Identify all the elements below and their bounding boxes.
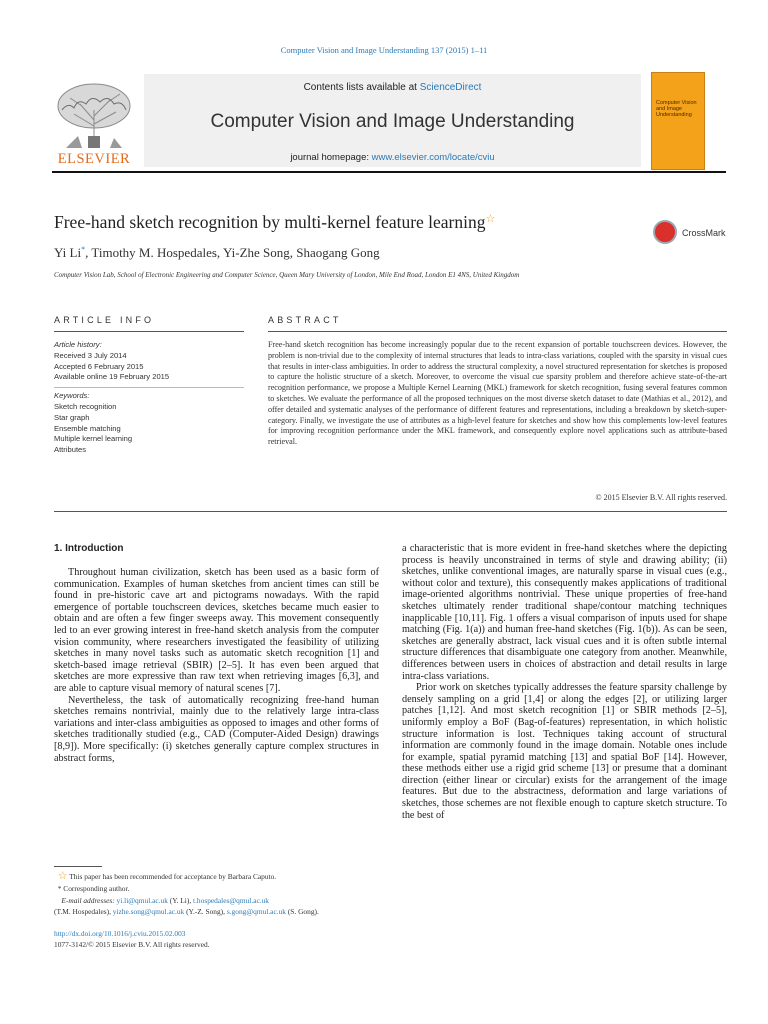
footnote-text: Corresponding author. — [63, 883, 130, 893]
article-info — [54, 340, 244, 456]
contents-prefix: Contents lists available at — [303, 82, 420, 93]
body-column-left — [54, 567, 379, 764]
section-heading-introduction: 1. Introduction — [54, 543, 124, 554]
paragraph: Prior work on sketches typically addresses the feature sparsity challenge by densely sampling on a grid [1,4] or along the edges [2], or utilizing larger patches [1,12]. And most sketch recognition [1] or SBIR methods [2–5], uniformly employ a BoF (Bag-of-features) representation, in which holistic structure information is lost. Techniques taking account of structural information are commonly found in the image domain. Notable ones include for example, spatial pyramid matching [13] and spatial BoF [14]. However, these methods either use a rigid grid scheme [13] or presume that a dominant direction (either linear or circular) exists for the arrangement of the image features. But due to the abstractness, deformation and large variations of sketches, those schemes are not flexible enough to capture sketch structure. To the best of — [402, 682, 727, 821]
history-accepted: Accepted 6 February 2015 — [54, 361, 144, 371]
abstract-bottom-rule — [54, 511, 727, 512]
history-online: Available online 19 February 2015 — [54, 372, 170, 382]
footnote-rule — [54, 866, 102, 867]
keywords-label: Keywords: — [54, 391, 90, 401]
elsevier-tree-logo — [52, 80, 136, 150]
footnote-mark: ☆ — [57, 870, 68, 882]
keyword: Sketch recognition — [54, 401, 117, 411]
email-label: E-mail addresses: — [61, 895, 117, 905]
doi-block — [54, 928, 210, 951]
paragraph: a characteristic that is more evident in free-hand sketches where the depicting process is heavily unconstrained in terms of style and drawing ability; (ii) sketches, unlike conventional images, are naturally sparse in visual cues (e.g., without color and texture), this consequently makes applications of traditional image-oriented algorithms nontrivial. These unique properties of free-hand sketches ultimately render traditional shape/contour matching techniques inapplicable [10,11]. Fig. 1 offers a visual comparison of inputs used for shape matching (Fig. 1(a)) and human free-hand sketches (Fig. 1(b)). As can be seen, sketches are generally abstract, lack visual cues and it is often subtle internal structure differences that disambiguate one category from another. Meanwhile, differences between users in choices of abstraction and detail results in large intra-class variations. — [402, 543, 727, 682]
email-link[interactable]: yizhe.song@qmul.ac.uk — [112, 907, 185, 917]
abstract-rule — [268, 331, 727, 332]
email-owner: (Y. Li), — [167, 895, 194, 905]
article-info-heading: ARTICLE INFO — [54, 315, 155, 325]
keyword: Star graph — [54, 412, 90, 422]
footnote-text: This paper has been recommended for acceptance by Barbara Caputo. — [69, 872, 277, 881]
email-owner: (T.M. Hospedales), — [54, 907, 113, 917]
masthead-divider — [52, 171, 726, 173]
crossmark-label[interactable]: CrossMark — [682, 228, 726, 238]
journal-citation-link[interactable]: Computer Vision and Image Understanding 137 (2015) 1–11 — [280, 45, 488, 55]
author-name: Yi-Zhe Song — [222, 245, 290, 260]
homepage-link[interactable]: www.elsevier.com/locate/cviu — [371, 152, 495, 163]
journal-cover-thumbnail[interactable] — [651, 72, 705, 170]
paper-title-text: Free-hand sketch recognition by multi-kernel feature learning — [54, 212, 486, 232]
info-divider — [54, 387, 244, 388]
contents-line — [144, 82, 641, 93]
corresponding-author-mark[interactable]: * — [81, 245, 86, 254]
doi-link[interactable]: http://dx.doi.org/10.1016/j.cviu.2015.02.003 — [54, 929, 186, 938]
keyword: Attributes — [54, 445, 87, 455]
author-name: Shaogang Gong — [296, 245, 380, 260]
sciencedirect-link[interactable]: ScienceDirect — [419, 82, 482, 93]
author-list: Yi Li*, Timothy M. Hospedales, Yi-Zhe Song, Shaogang Gong — [54, 245, 380, 260]
abstract-heading: ABSTRACT — [268, 315, 342, 325]
footnote-emails — [54, 895, 394, 907]
title-footnote-mark[interactable]: ☆ — [485, 213, 496, 225]
homepage-line — [144, 152, 641, 163]
body-column-right — [402, 543, 727, 821]
history-received: Received 3 July 2014 — [54, 350, 127, 360]
elsevier-wordmark: ELSEVIER — [57, 151, 131, 167]
footnote-acceptance — [54, 871, 394, 883]
paragraph: Nevertheless, the task of automatically recognizing free-hand human sketches remains nontrivial, mainly due to the relatively large intra-class variations and inter-class ambiguities as opposed to images and other forms of sketches traditionally studied (e.g., CAD (Computer-Aided Design) drawings [8,9]). More specifically: (i) sketches generally capture complex structures in abstract forms, — [54, 694, 379, 764]
email-owner: (S. Gong). — [285, 907, 319, 917]
author-name: Timothy M. Hospedales — [91, 245, 217, 260]
email-link[interactable]: s.gong@qmul.ac.uk — [226, 907, 286, 917]
abstract-copyright: © 2015 Elsevier B.V. All rights reserved. — [595, 493, 727, 502]
journal-title: Computer Vision and Image Understanding — [210, 111, 575, 132]
paper-title — [54, 212, 495, 233]
email-owner: (Y.-Z. Song), — [184, 907, 227, 917]
keyword: Multiple kernel learning — [54, 434, 133, 444]
history-label: Article history: — [54, 340, 102, 349]
paragraph: Throughout human civilization, sketch has been used as a basic form of communication. Examples of human sketches from ancient times can still be found in pre-historic cave art and pictograms nowadays. With the rapid emergence of portable touchscreen devices, sketches became much easier to obtain and are often a few finger sweeps away. This movement consequently led to an ever growing interest in free-hand sketch analysis from the computer vision community, where researchers investigated the feasibility of utilizing sketches in many novel tasks such as automatic sketch recognition [1] and sketch-based image retrieval (SBIR) [2–5]. It has even been argued that sketches are more expressive than raw text when retrieving images [6,3], and are able to capture visual memory of natural scenes [7]. — [54, 567, 379, 694]
issn-copyright: 1077-3142/© 2015 Elsevier B.V. All rights reserved. — [54, 940, 210, 950]
footnote-corresponding — [54, 883, 394, 895]
email-link[interactable]: t.hospedales@qmul.ac.uk — [193, 895, 270, 905]
keyword: Ensemble matching — [54, 423, 121, 433]
email-link[interactable]: yi.li@qmul.ac.uk — [116, 895, 168, 905]
author-name: Yi Li — [54, 245, 82, 260]
article-info-rule — [54, 331, 244, 332]
footnotes — [54, 871, 394, 918]
footnote-mark: * — [57, 883, 62, 893]
journal-cover-title: Computer Vision and Image Understanding — [656, 100, 697, 118]
footnote-emails-cont — [54, 906, 394, 918]
crossmark-icon[interactable] — [653, 220, 677, 244]
abstract-text: Free-hand sketch recognition has become increasingly popular due to the recent expansion of portable touchscreen devices. However, the problem is non-trivial due to the complexity of internal structures that leads to intra-class variations, coupled with the sparsity in visual cues that results in inter-class ambiguities. In order to address the structural complexity, a novel structured representation for sketches is proposed to capture the holistic structure of a sketch. Moreover, to overcome the visual cue sparsity problem and therefore achieve state-of-the-art recognition performance, we propose a Multiple Kernel Learning (MKL) framework for sketch recognition, fusing several features common to sketches. We evaluate the performance of all the proposed techniques on the most diverse sketch dataset to date (Mathias et al., 2012), and offer detailed and systematic analyses of the performance of different features and representations, including a breakdown by sketch-super-category. Finally, we investigate the use of attributes as a high-level feature for sketches and show how this complements low-level features for improving recognition performance under the MKL framework, and consequently explore novel applications such as attribute-based retrieval. — [268, 340, 727, 447]
homepage-prefix: journal homepage: — [290, 152, 372, 163]
affiliation: Computer Vision Lab, School of Electronic Engineering and Computer Science, Queen Mary University of London, Mile End Road, London E1 4NS, United Kingdom — [54, 271, 520, 279]
